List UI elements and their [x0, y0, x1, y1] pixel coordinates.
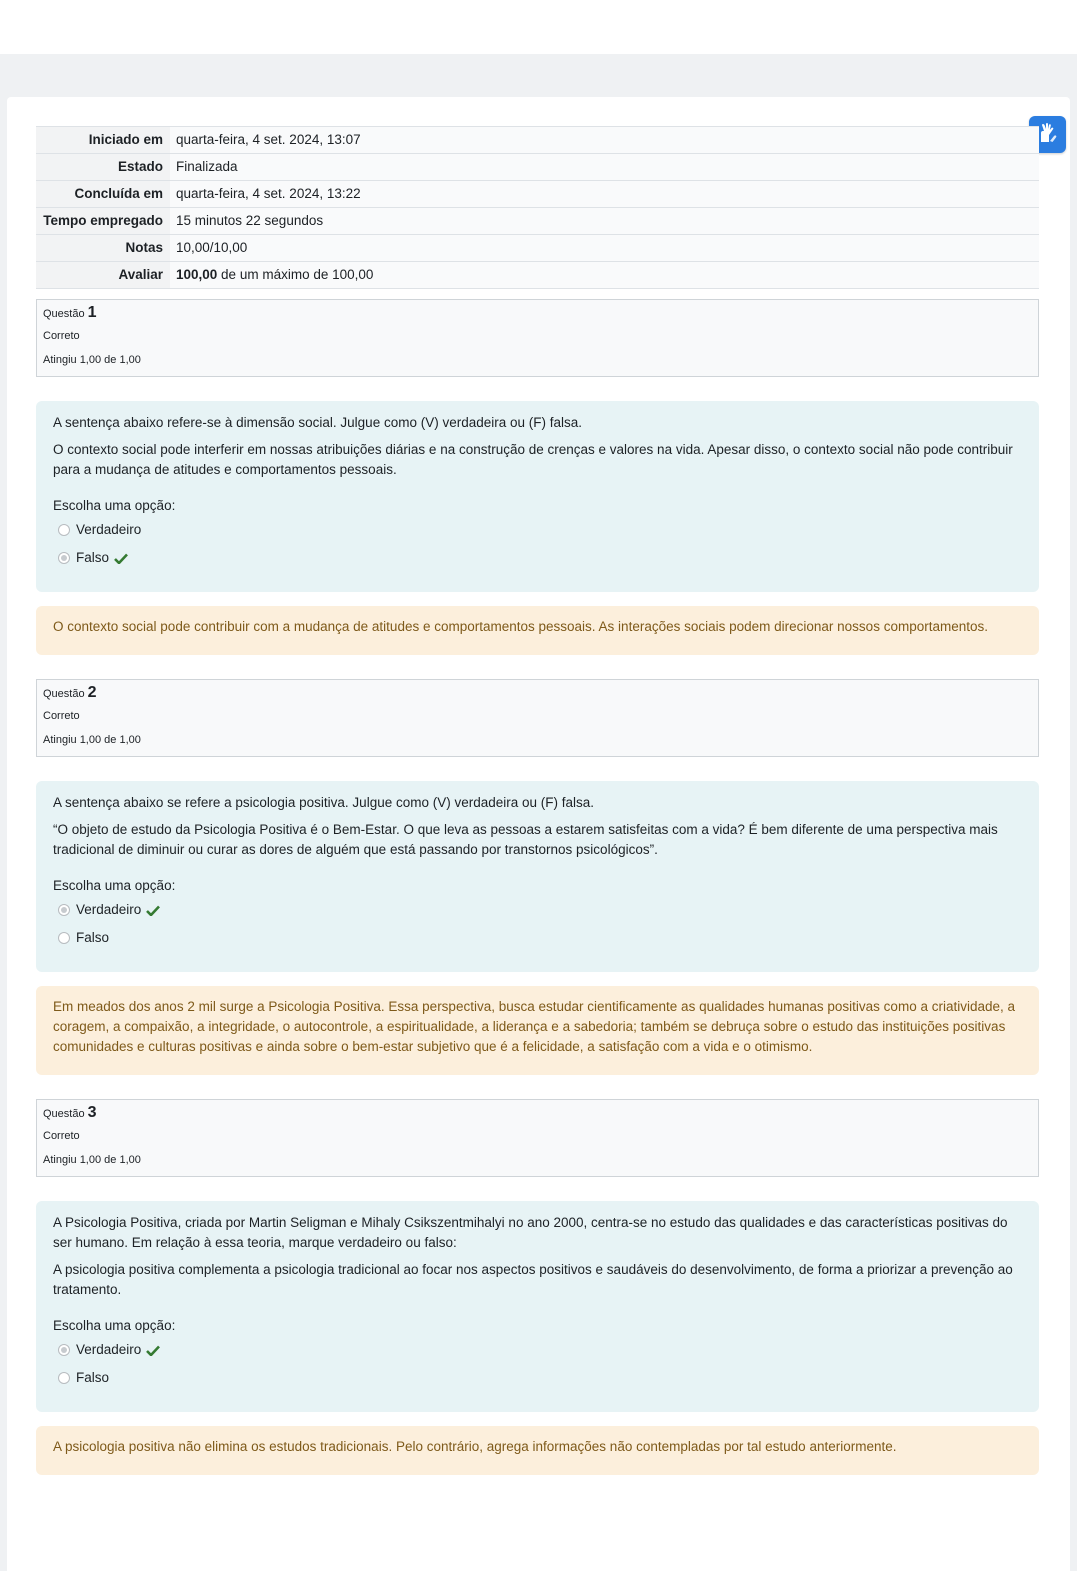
question-number: 1	[87, 304, 97, 321]
question-number: 3	[87, 1104, 97, 1121]
attempt-summary-table	[36, 126, 1039, 289]
question-text: A sentença abaixo refere-se à dimensão social. Julgue como (V) verdadeira ou (F) falsa.	[53, 415, 583, 430]
answer-option[interactable]	[53, 924, 1022, 952]
summary-label: Concluída em	[36, 181, 170, 208]
checkmark-icon	[146, 1345, 160, 1356]
summary-value: quarta-feira, 4 set. 2024, 13:07	[170, 127, 1039, 154]
answer-prompt: Escolha uma opção:	[53, 498, 176, 513]
summary-value: 15 minutos 22 segundos	[170, 208, 1039, 235]
answer-option[interactable]	[53, 1364, 1022, 1392]
question-text: A sentença abaixo se refere a psicologia positiva. Julgue como (V) verdadeira ou (F) falsa.	[53, 795, 595, 810]
question-state: Correto	[43, 1130, 80, 1142]
sign-language-hands-icon	[1036, 121, 1060, 148]
top-navbar	[0, 0, 1077, 54]
question-text: A Psicologia Positiva, criada por Martin Seligman e Mihaly Csikszentmihalyi no ano 2000, centra-se no estudo das qualidades e das características positivas do ser humano. Em relação à essa teoria, marque verdadeiro ou falso:	[53, 1215, 1008, 1250]
question-info-3	[36, 1099, 1039, 1177]
summary-row-started	[36, 127, 1039, 154]
option-label: Verdadeiro	[76, 1342, 142, 1357]
question-formulation-3	[36, 1201, 1039, 1412]
question-number: 2	[87, 684, 97, 701]
summary-row-state	[36, 154, 1039, 181]
radio-button[interactable]	[58, 1344, 70, 1356]
summary-value: Finalizada	[170, 154, 1039, 181]
question-label: Questão	[43, 308, 85, 320]
summary-row-grade	[36, 262, 1039, 289]
question-text: A psicologia positiva complementa a psicologia tradicional ao focar nos aspectos positivos e saudáveis do desenvolvimento, de forma a priorizar a prevenção ao tratamento.	[53, 1262, 1013, 1297]
radio-button[interactable]	[58, 1372, 70, 1384]
checkmark-icon	[146, 905, 160, 916]
radio-button[interactable]	[58, 552, 70, 564]
summary-label: Tempo empregado	[36, 208, 170, 235]
summary-row-completed	[36, 181, 1039, 208]
question-info-2	[36, 679, 1039, 757]
question-state: Correto	[43, 330, 80, 342]
summary-label: Avaliar	[36, 262, 170, 289]
summary-row-time-taken	[36, 208, 1039, 235]
question-formulation-2	[36, 781, 1039, 972]
option-label: Falso	[76, 550, 110, 565]
option-label: Verdadeiro	[76, 522, 142, 537]
summary-row-marks	[36, 235, 1039, 262]
answer-prompt: Escolha uma opção:	[53, 1318, 176, 1333]
checkmark-icon	[114, 553, 128, 564]
grade-score: 100,00	[176, 267, 218, 282]
general-feedback-2: Em meados dos anos 2 mil surge a Psicologia Positiva. Essa perspectiva, busca estudar cientificamente as qualidades humanas positivas como a criatividade, a coragem, a compaixão, a integridade, o autocontrole, a espiritualidade, a liderança e a sabedoria; também se debruça sobre o estudo das instituições positivas comunidades e culturas positivas e ainda sobre o bem-estar subjetivo que é a felicidade, a satisfação com a vida e o otimismo.	[36, 986, 1039, 1075]
question-state: Correto	[43, 710, 80, 722]
answer-prompt: Escolha uma opção:	[53, 878, 176, 893]
question-grade: Atingiu 1,00 de 1,00	[43, 354, 141, 366]
answer-option[interactable]	[53, 896, 1022, 924]
question-text: “O objeto de estudo da Psicologia Positiva é o Bem-Estar. O que leva as pessoas a estarem satisfeitas com a vida? É bem diferente de uma perspectiva mais tradicional de diminuir ou curar as dores de alguém que está passando por transtornos psicológicos”.	[53, 822, 998, 857]
grade-max: de um máximo de 100,00	[217, 267, 374, 282]
option-label: Falso	[76, 1370, 110, 1385]
summary-label: Notas	[36, 235, 170, 262]
question-label: Questão	[43, 1108, 85, 1120]
radio-button[interactable]	[58, 932, 70, 944]
summary-value: quarta-feira, 4 set. 2024, 13:22	[170, 181, 1039, 208]
option-label: Falso	[76, 930, 110, 945]
summary-value	[170, 262, 1039, 289]
question-label: Questão	[43, 688, 85, 700]
radio-button[interactable]	[58, 524, 70, 536]
general-feedback-1: O contexto social pode contribuir com a mudança de atitudes e comportamentos pessoais. As interações sociais podem direcionar nossos comportamentos.	[36, 606, 1039, 655]
question-grade: Atingiu 1,00 de 1,00	[43, 1154, 141, 1166]
answer-option[interactable]	[53, 1336, 1022, 1364]
summary-label: Estado	[36, 154, 170, 181]
question-grade: Atingiu 1,00 de 1,00	[43, 734, 141, 746]
option-label: Verdadeiro	[76, 902, 142, 917]
summary-label: Iniciado em	[36, 127, 170, 154]
question-formulation-1	[36, 401, 1039, 592]
radio-button[interactable]	[58, 904, 70, 916]
summary-value: 10,00/10,00	[170, 235, 1039, 262]
answer-option[interactable]	[53, 516, 1022, 544]
answer-option[interactable]	[53, 544, 1022, 572]
question-info-1	[36, 299, 1039, 377]
general-feedback-3: A psicologia positiva não elimina os estudos tradicionais. Pelo contrário, agrega informações não contempladas por tal estudo anteriormente.	[36, 1426, 1039, 1475]
question-text: O contexto social pode interferir em nossas atribuições diárias e na construção de crenças e valores na vida. Apesar disso, o contexto social não pode contribuir para a mudança de atitudes e comportamentos pessoais.	[53, 442, 1013, 477]
